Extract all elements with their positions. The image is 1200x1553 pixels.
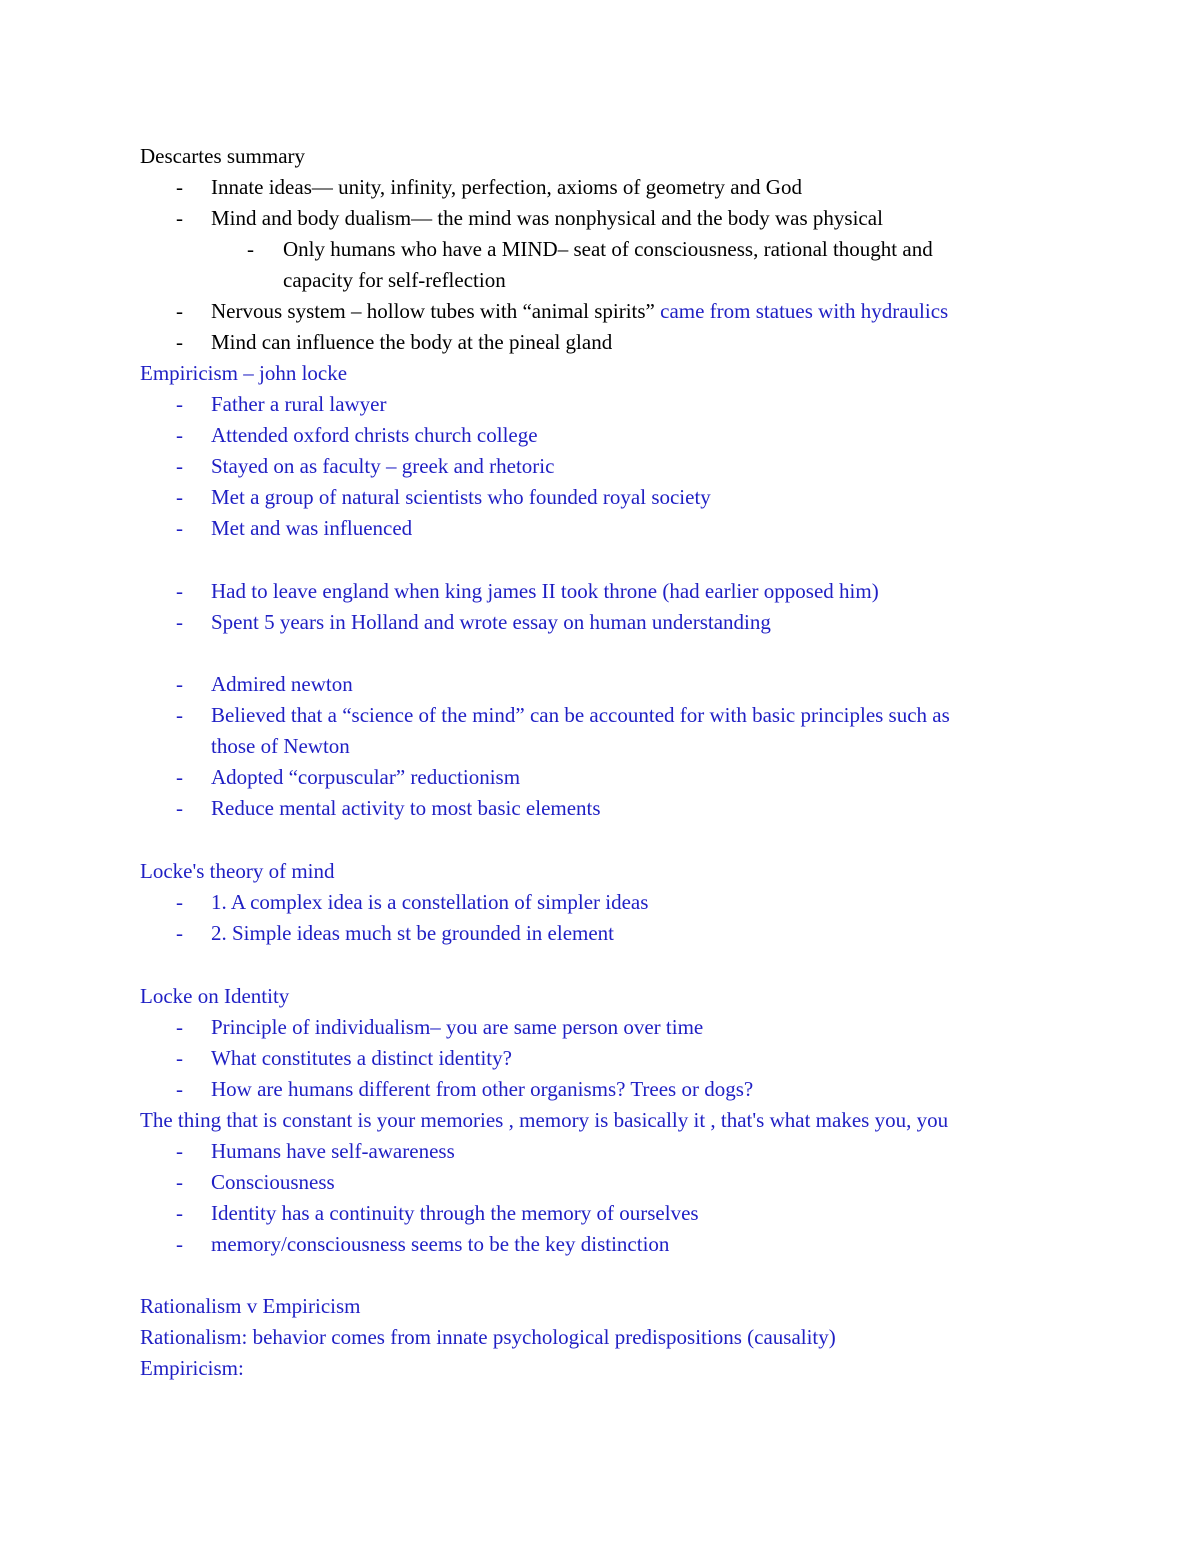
list-item-text: Admired newton xyxy=(211,672,353,696)
list-item-text: Principle of individualism– you are same person over time xyxy=(211,1015,704,1039)
bullet-dash: - xyxy=(176,485,183,509)
bullet-dash: - xyxy=(176,1139,183,1163)
bullet-dash: - xyxy=(176,672,183,696)
list-item-continuation: capacity for self-reflection xyxy=(283,268,506,292)
identity-statement: The thing that is constant is your memories , memory is basically it , that's what makes you, you xyxy=(140,1108,949,1132)
bullet-dash: - xyxy=(176,579,183,603)
bullet-dash: - xyxy=(176,206,183,230)
bullet-dash: - xyxy=(176,703,183,727)
bullet-dash: - xyxy=(176,610,183,634)
heading-rationalism-v-empiricism: Rationalism v Empiricism xyxy=(140,1294,361,1318)
list-item-text: Reduce mental activity to most basic elements xyxy=(211,796,601,820)
bullet-dash: - xyxy=(176,765,183,789)
list-item-text: memory/consciousness seems to be the key distinction xyxy=(211,1232,670,1256)
rationalism-definition: Rationalism: behavior comes from innate psychological predispositions (causality) xyxy=(140,1325,836,1349)
list-item-text: Father a rural lawyer xyxy=(211,392,387,416)
bullet-dash: - xyxy=(176,299,183,323)
bullet-dash: - xyxy=(176,1170,183,1194)
list-item-text: Stayed on as faculty – greek and rhetoric xyxy=(211,454,555,478)
list-item-text: Only humans who have a MIND– seat of consciousness, rational thought and xyxy=(283,237,933,261)
bullet-dash: - xyxy=(176,1077,183,1101)
list-item-text-black: Nervous system – hollow tubes with “animal spirits” xyxy=(211,299,655,323)
list-item-text xyxy=(211,296,948,327)
list-item-text: Mind and body dualism— the mind was nonphysical and the body was physical xyxy=(211,206,883,230)
list-item-text: Identity has a continuity through the memory of ourselves xyxy=(211,1201,699,1225)
list-item-text: Spent 5 years in Holland and wrote essay on human understanding xyxy=(211,610,771,634)
heading-descartes: Descartes summary xyxy=(140,144,306,168)
list-item-text: Had to leave england when king james II took throne (had earlier opposed him) xyxy=(211,579,879,603)
list-item-continuation: those of Newton xyxy=(211,734,350,758)
list-item-text: 1. A complex idea is a constellation of simpler ideas xyxy=(211,890,649,914)
bullet-dash: - xyxy=(176,392,183,416)
list-item-text: Innate ideas— unity, infinity, perfection, axioms of geometry and God xyxy=(211,175,802,199)
empiricism-definition: Empiricism: xyxy=(140,1356,244,1380)
bullet-dash: - xyxy=(176,1046,183,1070)
list-item-text: What constitutes a distinct identity? xyxy=(211,1046,512,1070)
bullet-dash: - xyxy=(176,1015,183,1039)
list-item-text: 2. Simple ideas much st be grounded in element xyxy=(211,921,614,945)
heading-empiricism-locke: Empiricism – john locke xyxy=(140,361,348,385)
list-item-text: Met and was influenced xyxy=(211,516,413,540)
list-item-text-blue: came from statues with hydraulics xyxy=(654,299,949,323)
list-item-text: How are humans different from other organisms? Trees or dogs? xyxy=(211,1077,754,1101)
bullet-dash: - xyxy=(176,175,183,199)
bullet-dash: - xyxy=(176,921,183,945)
bullet-dash: - xyxy=(176,1232,183,1256)
list-item-text: Adopted “corpuscular” reductionism xyxy=(211,765,521,789)
list-item-text: Mind can influence the body at the pineal gland xyxy=(211,330,613,354)
list-item-text: Attended oxford christs church college xyxy=(211,423,538,447)
list-item-text: Consciousness xyxy=(211,1170,335,1194)
heading-locke-theory: Locke's theory of mind xyxy=(140,859,335,883)
bullet-dash: - xyxy=(176,454,183,478)
bullet-dash: - xyxy=(176,516,183,540)
bullet-dash: - xyxy=(176,1201,183,1225)
bullet-dash: - xyxy=(176,330,183,354)
bullet-dash: - xyxy=(176,890,183,914)
bullet-dash: - xyxy=(176,423,183,447)
bullet-dash: - xyxy=(247,237,254,261)
heading-locke-identity: Locke on Identity xyxy=(140,984,290,1008)
list-item-text: Believed that a “science of the mind” can be accounted for with basic principles such as xyxy=(211,703,950,727)
list-item-text: Humans have self-awareness xyxy=(211,1139,455,1163)
list-item-text: Met a group of natural scientists who founded royal society xyxy=(211,485,711,509)
bullet-dash: - xyxy=(176,796,183,820)
